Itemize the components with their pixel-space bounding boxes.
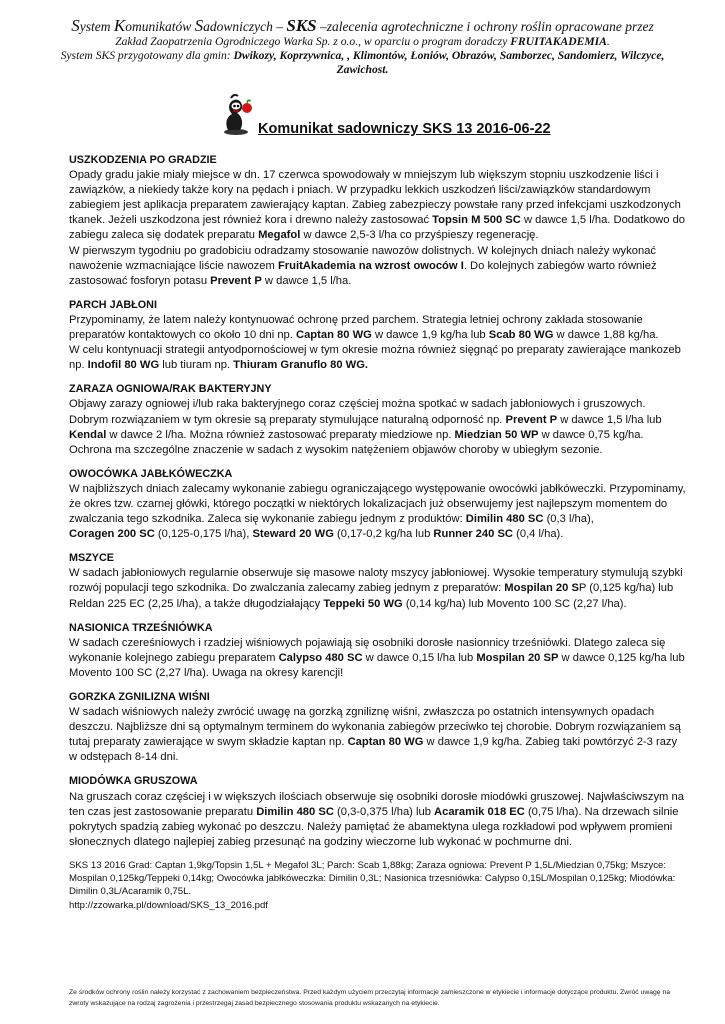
section-heading: NASIONICA TRZEŚNIÓWKA <box>69 621 213 634</box>
document-header <box>60 18 665 78</box>
body-text: w dawce 2,5-3 l/ha co przyśpieszy regenerację. <box>300 229 539 242</box>
product-name: Runner 240 SC <box>433 528 514 541</box>
header-communes: Dwikozy, Koprzywnica, , Klimontów, Łoniów, Obrazów, Samborzec, Sandomierz, Wilczyce, Zawichost. <box>233 49 665 77</box>
header-initial-s2: S <box>194 16 204 35</box>
section-body <box>69 636 687 681</box>
section-list <box>69 153 687 850</box>
section-heading: PARCH JABŁONI <box>69 298 157 311</box>
product-name: Prevent P <box>505 413 558 426</box>
section-body <box>69 397 687 457</box>
body-text: W pierwszym tygodniu po gradobiciu odradzamy stosowanie nawozów dolistnych. W kolejnych dniach należy wykonać nawożenie wzmacniające liście nawozem <box>69 244 657 272</box>
product-name: Captan 80 WG <box>296 329 372 342</box>
body-text: w dawce 0,15 l/ha lub <box>362 651 477 664</box>
product-name: Mospilan 20 S <box>504 582 579 595</box>
header-program-name: FRUITAKADEMIA <box>510 35 607 48</box>
product-name: FruitAkademia na wzrost owoców I <box>277 259 464 272</box>
header-line-1 <box>60 18 665 35</box>
body-text: (0,75 l/ha). Na drzewach silnie pokrytych spadzią zabieg wykonać po deszczu. Należy pamiętać że abamektyna ulega rozkładowi pod wpływem promieni słonecznych dlatego najlepiej zabieg przesunąć na godziny wieczorne lub wykonać w pochmurne dni. <box>69 805 679 848</box>
dose-summary <box>69 859 687 912</box>
section-heading: ZARAZA OGNIOWA/RAK BAKTERYJNY <box>69 383 272 396</box>
section-7 <box>69 774 687 849</box>
header-text: adowniczych – <box>203 19 287 34</box>
header-line-3 <box>60 49 665 77</box>
section-4 <box>69 551 687 611</box>
download-link[interactable]: http://zzowarka.pl/download/SKS_13_2016.pdf <box>69 899 268 911</box>
section-2 <box>69 382 687 457</box>
header-text: omunikatów <box>125 19 195 34</box>
product-name: Topsin M 500 SC <box>432 214 521 227</box>
product-name: Kendal <box>69 428 107 441</box>
header-text: Zakład Zaopatrzenia Ogrodniczego Warka Sp. z o.o., w oparciu o program doradczy <box>115 35 511 48</box>
body-text: W najbliższych dniach zalecamy wykonanie zabiegu ograniczającego występowanie owocówki jabłkóweczki. Przypominamy, że okres tzw. czarnej główki, którego początki w niektórych lokalizacjach już obserwujemy jest najlepszym momentem do zwalczania tego szkodnika. Zaleca się wykonanie zabiegu jednym z produktów: <box>69 482 686 526</box>
body-text: w dawce 1,5 l/ha. <box>261 274 352 287</box>
body-text: w dawce 0,75 kg/ha. Ochrona ma szczególne znaczenie w sadach z wysokim natężeniem objawów choroby w ubiegłym sezonie. <box>69 428 644 456</box>
summary-text: SKS 13 2016 Grad: Captan 1,9kg/Topsin 1,5L + Megafol 3L; Parch: Scab 1,88kg; Zaraza ogniowa: Prevent P 1,5L/Miedzian 0,75kg; Mszyce: Mospilan 0,125kg/Teppeki 0,14kg; Owocówka jabłkóweczka: Dimilin 0,3L; Nasionica trzesniówka: Calypso 0,15L/Mospilan 0,125kg; Miodówka: Dimilin 0,3L/Acaramik 0,75L. <box>69 859 676 898</box>
product-name: Scab 80 WG <box>488 329 554 342</box>
header-text: System SKS przygotowany dla gmin: <box>60 49 234 63</box>
header-initial-s: S <box>71 16 80 35</box>
section-heading: MSZYCE <box>69 552 114 565</box>
header-text: . <box>606 35 610 48</box>
section-3 <box>69 467 687 542</box>
product-name: Steward 20 WG <box>252 528 334 541</box>
product-name: Dimilin 480 SC <box>256 805 334 818</box>
bulletin-title: Komunikat sadowniczy SKS 13 2016-06-22 <box>258 121 551 137</box>
section-heading: USZKODZENIA PO GRADZIE <box>69 154 217 166</box>
product-name: Captan 80 WG <box>347 736 424 749</box>
body-text: w dawce 1,5 l/ha lub <box>557 413 662 426</box>
product-name: Miedzian 50 WP <box>454 428 539 441</box>
body-text: (0,3 l/ha), <box>543 513 594 526</box>
body-text: Opady gradu jakie miały miejsce w dn. 17 czerwca spowodowały w mniejszym lub większym stopniu uszkodzenie liści i zawiązków, a niekiedy także kory na pędach i pniach. W przypadku lekkich uszkodzeń liści/zawiązków standardowym zabiegiem jest aplikacja preparatem zawierający kaptan. Zabieg zabezpieczy powstałe rany przed infekcjami uszkodzonych tkanek. Jeżeli uszkodzona jest również kora i drewno należy zastosować <box>69 169 681 227</box>
section-6 <box>69 690 687 765</box>
body-text: W celu kontynuacji strategii antyodpornościowej w tym okresie można również sięgnąć po preparaty zawierające mankozeb np. <box>69 344 681 372</box>
product-name: Mospilan 20 SP <box>476 651 559 664</box>
product-name: Calypso 480 SC <box>278 651 363 664</box>
body-text: w dawce 1,9 kg/ha. Zabieg taki powtórzyć 2-3 razy w odstępach 8-14 dni. <box>69 736 678 764</box>
product-name: Coragen 200 SC <box>69 528 155 541</box>
body-text: w dawce 1,5 l/ha. Dodatkowo do zabiegu zaleca się dodatek preparatu <box>69 214 686 242</box>
product-name: Dimilin 480 SC <box>465 513 544 526</box>
body-text: w dawce 1,88 kg/ha. <box>553 329 659 342</box>
body-text: . Do kolejnych zabiegów warto również zastosować fosforyn potasu <box>69 259 657 287</box>
section-0 <box>69 153 687 289</box>
section-body <box>69 705 687 765</box>
body-text: (0,17-0,2 kg/ha lub <box>333 528 434 541</box>
section-heading: MIODÓWKA GRUSZOWA <box>69 775 198 788</box>
body-text: W sadach jabłoniowych regularnie obserwuje się masowe naloty mszycy jabłoniowej. Wysokie temperatury stymulują szybki rozwój populacji tego szkodnika. Do zwalczania zalecamy zabieg jednym z preparatów: <box>69 567 683 595</box>
section-body <box>69 168 687 289</box>
bulletin-content <box>69 150 687 912</box>
section-heading: GORZKA ZGNILIZNA WIŚNI <box>69 691 210 703</box>
body-text: (0,14 kg/ha) lub Movento 100 SC (2,27 l/ha). <box>402 597 627 610</box>
body-text: P (0,125 kg/ha) lub Reldan 225 EC (2,25 l/ha), a także długodziałający <box>69 582 674 610</box>
product-name: Acaramik 018 EC <box>434 805 525 818</box>
section-heading: OWOCÓWKA JABŁKÓWECZKA <box>69 467 233 480</box>
product-name: Indofil 80 WG <box>87 359 160 372</box>
product-name: Thiuram Granuflo 80 WG. <box>233 359 369 372</box>
body-text: Przypominamy, że latem należy kontynuować ochronę przed parchem. Strategia letniej ochrony zakłada stosowanie preparatów kontaktowych co około 10 dni np. <box>69 313 643 342</box>
product-name: Prevent P <box>210 274 262 287</box>
section-body <box>69 790 687 850</box>
body-text: Objawy zarazy ogniowej i/lub raka bakteryjnego coraz częściej można spotkać w sadach jabłoniowych i gruszowych. Dobrym rozwiązaniem w tym okresie są preparaty stymulujące naturalną odporność np. <box>69 398 646 426</box>
header-initial-k: K <box>113 16 126 35</box>
body-text: W sadach wiśniowych należy zwrócić uwagę na gorzką zgniliznę wiśni, zwłaszcza po ostatnich intensywnych opadach deszczu. Najbliższe dni są optymalnym terminem do wykonania zabiegów przeciwko tej chorobie. Dobrym rozwiązaniem są tutaj preparaty zawierające w swym składzie kaptan np. <box>69 706 681 749</box>
body-text: W sadach czereśniowych i rzadziej wiśniowych pojawiają się osobniki dorosłe nasionnicy trześniówki. Dlatego zaleca się wykonanie kolejnego zabiegu preparatem <box>69 636 666 664</box>
body-text: (0,125-0,175 l/ha), <box>154 528 253 541</box>
section-body <box>69 482 687 542</box>
header-text: ystem <box>79 19 114 34</box>
safety-footer: Ze środków ochrony roślin należy korzystać z zachowaniem bezpieczeństwa. Przed każdym użyciem przeczytaj informacje zamieszczone w etykiecie i informacje dotyczące produktu. Zwróć uwagę na zwroty wskazujące na rodzaj zagrożenia i przestrzegaj zasad bezpiecznego stosowania produktu wskazanych na etykiecie. <box>69 989 671 1007</box>
body-text: w dawce 1,9 kg/ha lub <box>371 329 489 342</box>
section-body <box>69 566 687 611</box>
body-text: w dawce 2 l/ha. Można również zastosować preparaty miedziowe np. <box>106 428 455 441</box>
section-5 <box>69 621 687 681</box>
section-1 <box>69 298 687 373</box>
body-text: (0,4 l/ha). <box>513 528 564 541</box>
header-sks: SKS <box>286 16 317 35</box>
section-body <box>69 313 687 373</box>
header-text: –zalecenia agrotechniczne i ochrony roślin opracowane przez <box>316 19 654 34</box>
body-text: lub tiuram np. <box>159 359 234 372</box>
body-text: Na gruszach coraz częściej i w większych ilościach obserwuje się osobniki dorosłe miodówki gruszowej. Najwłaściwszym na ten czas jest zastosowanie preparatu <box>69 790 684 818</box>
body-text: (0,3-0,375 l/ha) lub <box>333 805 435 818</box>
body-text: w dawce 0,125 kg/ha lub Movento 100 SC (2,27 l/ha). Uwaga na okresy karencji! <box>69 651 685 679</box>
header-line-2 <box>60 35 665 49</box>
product-name: Megafol <box>258 229 301 242</box>
product-name: Teppeki 50 WG <box>323 597 403 610</box>
worm-mascot-with-apple-icon <box>218 92 254 136</box>
